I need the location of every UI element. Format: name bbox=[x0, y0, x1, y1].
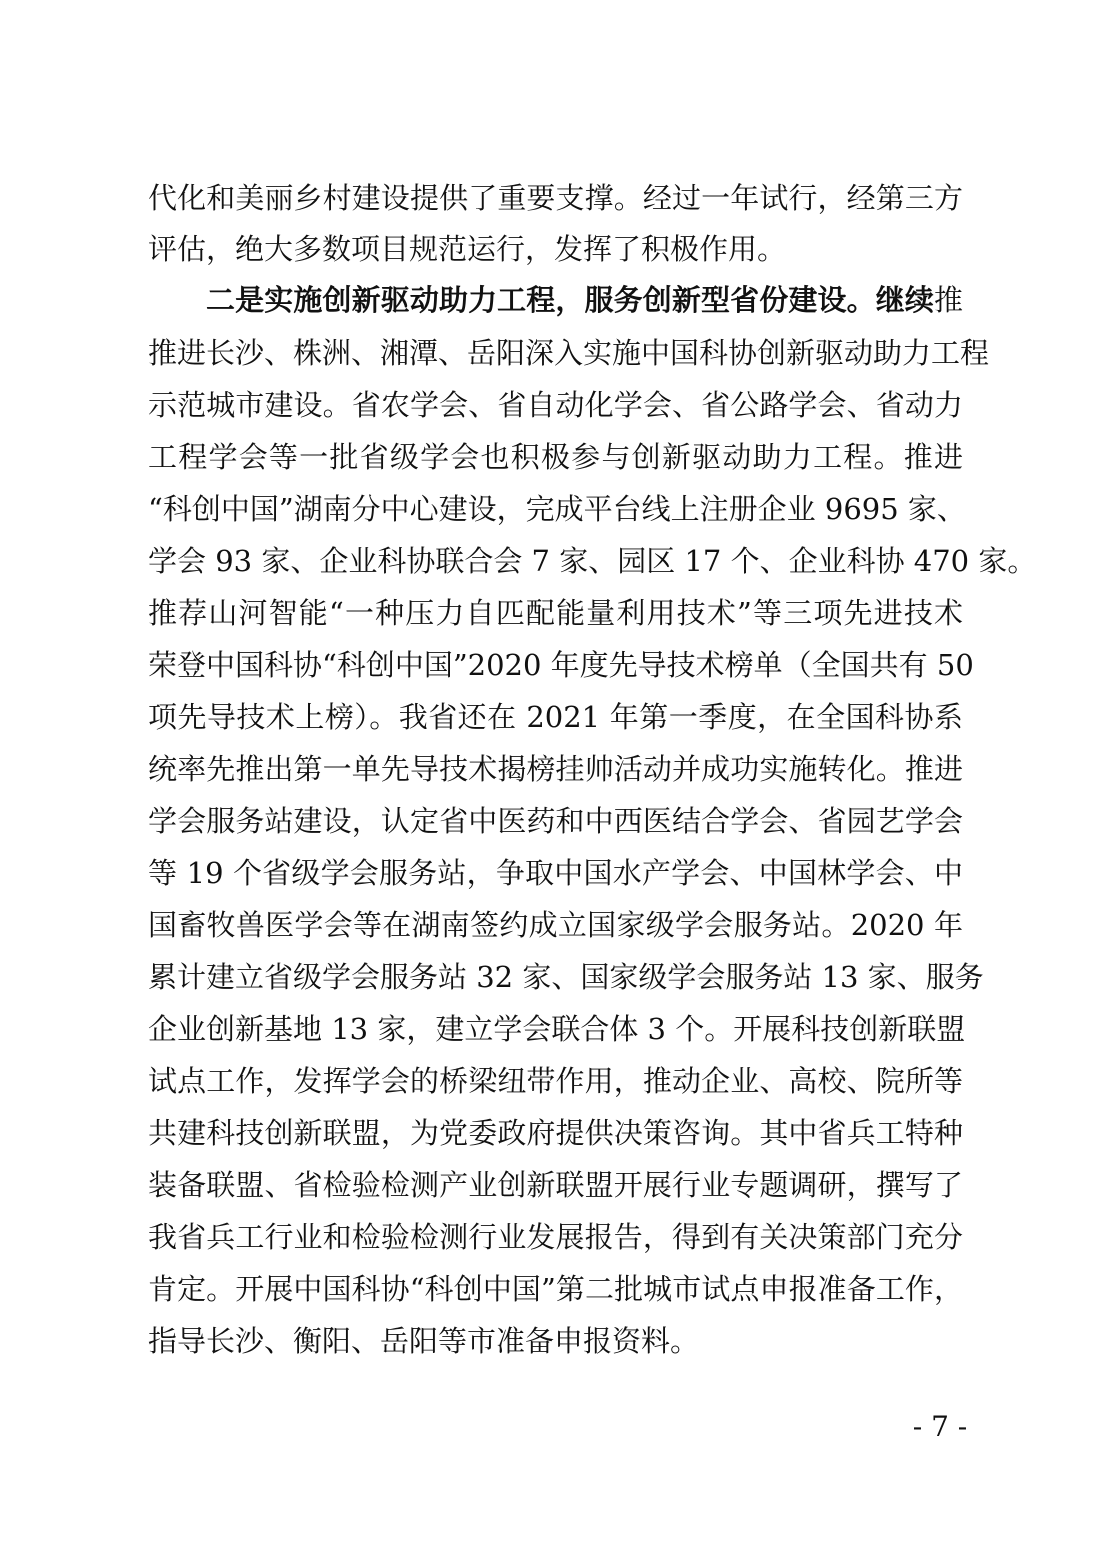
paragraph-line: 项先导技术上榜）。我省还在 2021 年第一季度，在全国科协系 bbox=[148, 700, 963, 734]
paragraph-line: 装备联盟、省检验检测产业创新联盟开展行业专题调研，撰写了 bbox=[148, 1168, 963, 1202]
section-heading-continuation: 继续 bbox=[875, 283, 934, 317]
paragraph-line: 推进长沙、株洲、湘潭、岳阳深入实施中国科协创新驱动助力工程 bbox=[148, 336, 990, 370]
paragraph-line: 工程学会等一批省级学会也积极参与创新驱动助力工程。推进 bbox=[148, 440, 963, 474]
page-number: - 7 - bbox=[912, 1410, 968, 1443]
paragraph-line: 我省兵工行业和检验检测行业发展报告，得到有关决策部门充分 bbox=[148, 1220, 963, 1254]
paragraph-line: 肯定。开展中国科协“科创中国”第二批城市试点申报准备工作， bbox=[148, 1272, 963, 1306]
paragraph-line: 统率先推出第一单先导技术揭榜挂帅活动并成功实施转化。推进 bbox=[148, 752, 963, 786]
paragraph-line: 学会 93 家、企业科协联合会 7 家、园区 17 个、企业科协 470 家。 bbox=[148, 544, 1037, 578]
paragraph-line: 示范城市建设。省农学会、省自动化学会、省公路学会、省动力 bbox=[148, 388, 963, 422]
section-heading-bold: 二是实施创新驱动助力工程，服务创新型省份建设。 bbox=[206, 283, 876, 317]
paragraph-line: 等 19 个省级学会服务站，争取中国水产学会、中国林学会、中 bbox=[148, 856, 963, 890]
paragraph-line: 累计建立省级学会服务站 32 家、国家级学会服务站 13 家、服务 bbox=[148, 960, 984, 994]
paragraph-line: 学会服务站建设，认定省中医药和中西医结合学会、省园艺学会 bbox=[148, 804, 963, 838]
paragraph-line: 推荐山河智能“一种压力自匹配能量利用技术”等三项先进技术 bbox=[148, 596, 963, 630]
paragraph-line: 指导长沙、衡阳、岳阳等市准备申报资料。 bbox=[148, 1324, 700, 1358]
paragraph-line: 企业创新基地 13 家，建立学会联合体 3 个。开展科技创新联盟 bbox=[148, 1012, 966, 1046]
section-heading-rest: 推 bbox=[933, 283, 963, 317]
paragraph-line: “科创中国”湖南分中心建设，完成平台线上注册企业 9695 家、 bbox=[148, 492, 966, 526]
paragraph-line: 试点工作，发挥学会的桥梁纽带作用，推动企业、高校、院所等 bbox=[148, 1064, 963, 1098]
section-heading-line bbox=[206, 275, 963, 325]
paragraph-line: 共建科技创新联盟，为党委政府提供决策咨询。其中省兵工特种 bbox=[148, 1116, 963, 1150]
paragraph-line: 代化和美丽乡村建设提供了重要支撑。经过一年试行，经第三方 bbox=[148, 181, 963, 215]
paragraph-line: 国畜牧兽医学会等在湖南签约成立国家级学会服务站。2020 年 bbox=[148, 908, 963, 942]
paragraph-line: 荣登中国科协“科创中国”2020 年度先导技术榜单（全国共有 50 bbox=[148, 648, 974, 682]
paragraph-line: 评估，绝大多数项目规范运行，发挥了积极作用。 bbox=[148, 232, 787, 266]
